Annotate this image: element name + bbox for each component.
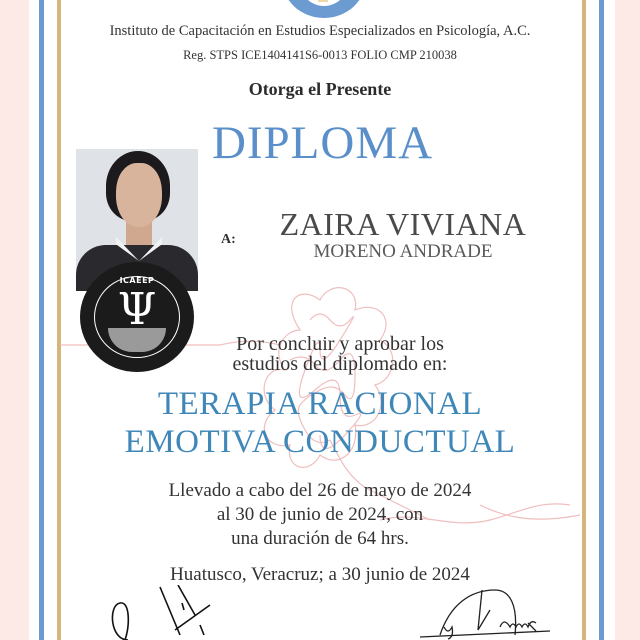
recipient-last-names: MORENO ANDRADE: [313, 241, 493, 262]
psi-icon: Ψ: [117, 284, 157, 335]
intro-line-2: estudios del diplomado en:: [232, 353, 448, 375]
dates-line-3: una duración de 64 hrs.: [231, 528, 409, 549]
signature-right-icon: [400, 585, 580, 640]
seal-acronym: ICAEEP: [119, 276, 155, 285]
course-title-line-2: EMOTIVA CONDUCTUAL: [124, 424, 516, 460]
grant-line: Otorga el Presente: [248, 79, 392, 99]
signature-left-icon: [100, 585, 240, 640]
dates-line-1: Llevado a cabo del 26 de mayo de 2024: [168, 480, 472, 501]
diploma-title: DIPLOMA: [211, 117, 434, 169]
institution-name: Instituto de Capacitación en Estudios Especializados en Psicología, A.C.: [109, 23, 531, 39]
recipient-prefix: A:: [221, 232, 236, 247]
course-title-line-1: TERAPIA RACIONAL: [157, 386, 483, 422]
recipient-first-names: ZAIRA VIVIANA: [279, 206, 527, 242]
dates-line-2: al 30 de junio de 2024, con: [216, 504, 424, 525]
icaeep-seal: [80, 262, 194, 372]
intro-line-1: Por concluir y aprobar los: [236, 333, 444, 355]
registration-number: Reg. STPS ICE1404141S6-0013 FOLIO CMP 210038: [183, 48, 457, 62]
place-and-date: Huatusco, Veracruz; a 30 junio de 2024: [170, 564, 470, 585]
